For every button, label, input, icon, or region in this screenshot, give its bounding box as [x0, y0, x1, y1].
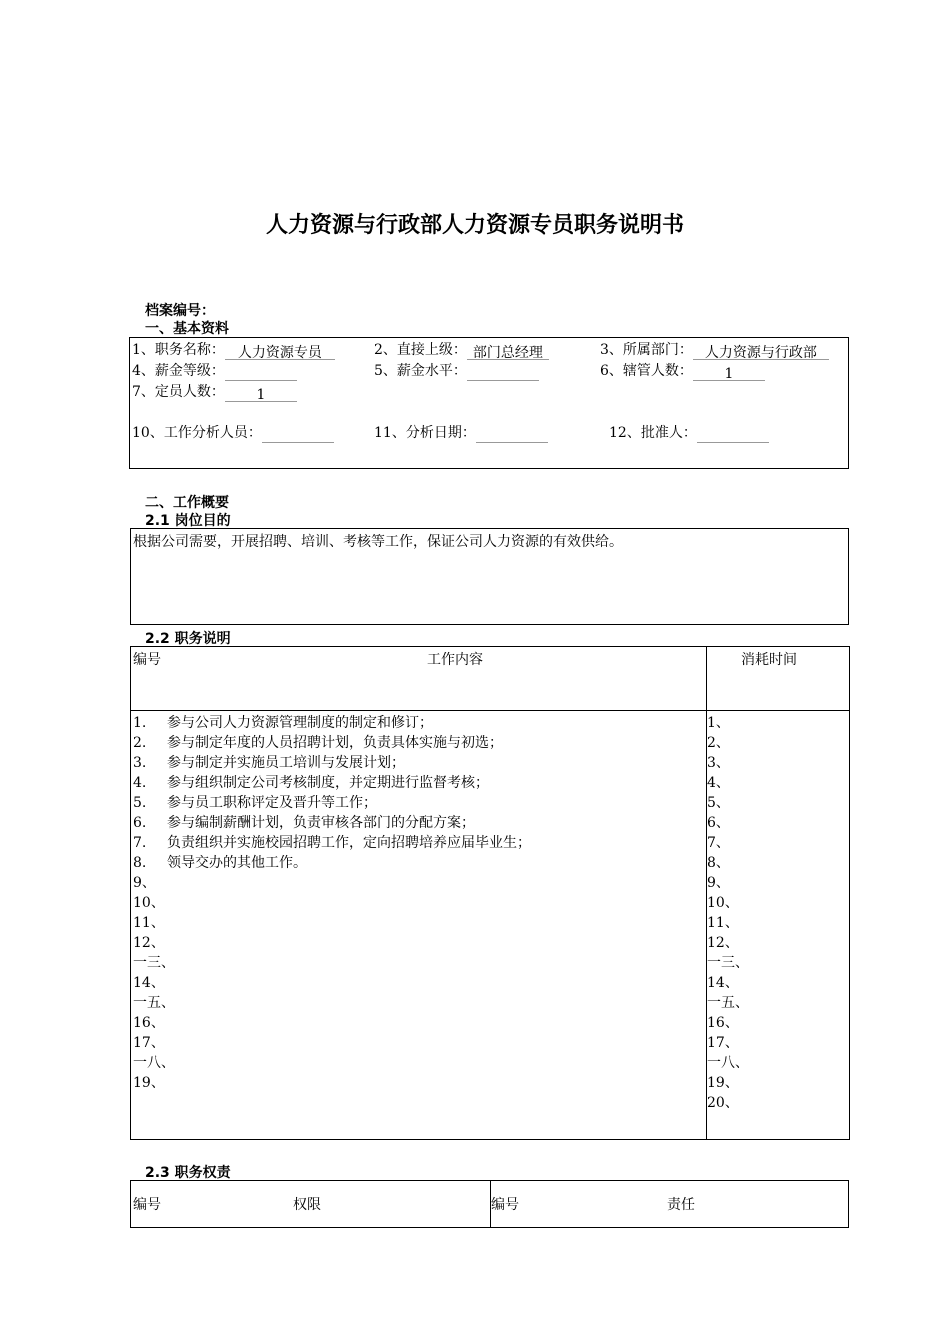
time-item: 2、 — [707, 735, 730, 751]
item-number: 一八、 — [133, 1055, 175, 1071]
field-value: 人力资源与行政部 — [693, 343, 829, 360]
field-label: 4、薪金等级： — [132, 363, 225, 379]
field-label: 1、职务名称： — [132, 342, 225, 358]
field-value — [262, 426, 334, 443]
item-number: 8. — [133, 855, 147, 871]
list-item — [133, 993, 175, 1013]
item-number: 19、 — [133, 1075, 165, 1091]
section-purpose-heading: 2.1 岗位目的 — [145, 513, 231, 529]
document-title: 人力资源与行政部人力资源专员职务说明书 — [265, 213, 684, 238]
section-job-summary-heading: 二、工作概要 — [145, 495, 229, 511]
field-analysis-date — [374, 423, 548, 443]
header-time-spent: 消耗时间 — [741, 652, 797, 668]
list-item — [133, 973, 167, 993]
list-item — [133, 833, 531, 853]
header-number-2: 编号 — [491, 1197, 519, 1213]
list-item — [133, 813, 475, 833]
item-number: 3. — [133, 755, 147, 771]
item-number: 1. — [133, 715, 147, 731]
list-item — [133, 1033, 167, 1053]
list-item — [133, 933, 167, 953]
time-item: 8、 — [707, 855, 730, 871]
item-number: 7. — [133, 835, 147, 851]
field-label: 11、分析日期： — [374, 425, 476, 441]
item-text: 参与组织制定公司考核制度，并定期进行监督考核； — [167, 775, 489, 791]
item-text: 负责组织并实施校园招聘工作，定向招聘培养应届毕业生； — [167, 835, 531, 851]
field-headcount — [132, 382, 297, 402]
field-value: 1 — [693, 364, 765, 381]
item-text: 参与公司人力资源管理制度的制定和修订； — [167, 715, 433, 731]
time-item: 1、 — [707, 715, 730, 731]
field-job-title — [132, 340, 335, 360]
field-label: 6、辖管人数： — [600, 363, 693, 379]
field-subordinates — [600, 361, 765, 381]
list-item — [133, 713, 433, 733]
section-job-description-heading: 2.2 职务说明 — [145, 631, 231, 647]
time-item: 7、 — [707, 835, 730, 851]
item-number: 14、 — [133, 975, 165, 991]
header-divider — [131, 710, 849, 711]
time-item: 一三、 — [707, 955, 749, 971]
item-number: 17、 — [133, 1035, 165, 1051]
time-item: 5、 — [707, 795, 730, 811]
field-department — [600, 340, 829, 360]
authority-table — [130, 1180, 849, 1228]
field-label: 10、工作分析人员： — [132, 425, 262, 441]
item-text: 领导交办的其他工作。 — [167, 855, 307, 871]
header-authority: 权限 — [293, 1197, 321, 1213]
header-duty: 责任 — [667, 1197, 695, 1213]
time-item: 一五、 — [707, 995, 749, 1011]
item-text: 参与员工职称评定及晋升等工作； — [167, 795, 377, 811]
item-number: 12、 — [133, 935, 165, 951]
archive-number-label: 档案编号： — [145, 303, 215, 319]
field-approver — [609, 423, 769, 443]
time-item: 12、 — [707, 935, 739, 951]
header-work-content: 工作内容 — [427, 652, 483, 668]
job-description-table — [130, 646, 850, 1140]
item-number: 4. — [133, 775, 147, 791]
field-value: 1 — [225, 385, 297, 402]
purpose-box — [130, 528, 849, 625]
field-job-analyst — [132, 423, 334, 443]
time-item: 16、 — [707, 1015, 739, 1031]
item-text: 参与制定并实施员工培训与发展计划； — [167, 755, 405, 771]
item-text: 参与编制薪酬计划，负责审核各部门的分配方案； — [167, 815, 475, 831]
time-item: 11、 — [707, 915, 739, 931]
header-number-1: 编号 — [133, 1197, 161, 1213]
item-number: 一三、 — [133, 955, 175, 971]
field-value — [697, 426, 769, 443]
list-item — [133, 1013, 167, 1033]
list-item — [133, 793, 377, 813]
field-value: 部门总经理 — [467, 343, 549, 360]
item-number: 9、 — [133, 875, 156, 891]
field-direct-supervisor — [374, 340, 549, 360]
time-item: 10、 — [707, 895, 739, 911]
field-label: 3、所属部门： — [600, 342, 693, 358]
header-number: 编号 — [133, 652, 161, 668]
list-item — [133, 753, 405, 773]
item-number: 一五、 — [133, 995, 175, 1011]
item-number: 6. — [133, 815, 147, 831]
field-value — [225, 364, 297, 381]
field-value — [476, 426, 548, 443]
purpose-text: 根据公司需要，开展招聘、培训、考核等工作，保证公司人力资源的有效供给。 — [133, 534, 623, 550]
field-salary-grade — [132, 361, 297, 381]
item-number: 2. — [133, 735, 147, 751]
list-item — [133, 1073, 167, 1093]
time-item: 6、 — [707, 815, 730, 831]
list-item — [133, 853, 307, 873]
basic-info-table — [129, 337, 849, 469]
time-item: 9、 — [707, 875, 730, 891]
section-basic-info-heading: 一、基本资料 — [145, 321, 229, 337]
item-text: 参与制定年度的人员招聘计划，负责具体实施与初选； — [167, 735, 503, 751]
item-number: 5. — [133, 795, 147, 811]
time-item: 一八、 — [707, 1055, 749, 1071]
time-item: 19、 — [707, 1075, 739, 1091]
time-item: 3、 — [707, 755, 730, 771]
item-number: 16、 — [133, 1015, 165, 1031]
list-item — [133, 873, 167, 893]
list-item — [133, 773, 489, 793]
field-label: 12、批准人： — [609, 425, 697, 441]
time-item: 4、 — [707, 775, 730, 791]
section-authority-heading: 2.3 职务权责 — [145, 1165, 231, 1181]
item-number: 10、 — [133, 895, 165, 911]
time-item: 17、 — [707, 1035, 739, 1051]
list-item — [133, 733, 503, 753]
field-value: 人力资源专员 — [225, 343, 335, 360]
list-item — [133, 1053, 175, 1073]
time-item: 20、 — [707, 1095, 739, 1111]
field-label: 5、薪金水平： — [374, 363, 467, 379]
field-label: 2、直接上级： — [374, 342, 467, 358]
field-salary-level — [374, 361, 539, 381]
list-item — [133, 893, 167, 913]
field-label: 7、定员人数： — [132, 384, 225, 400]
item-number: 11、 — [133, 915, 165, 931]
list-item — [133, 953, 175, 973]
field-value — [467, 364, 539, 381]
time-item: 14、 — [707, 975, 739, 991]
list-item — [133, 913, 167, 933]
